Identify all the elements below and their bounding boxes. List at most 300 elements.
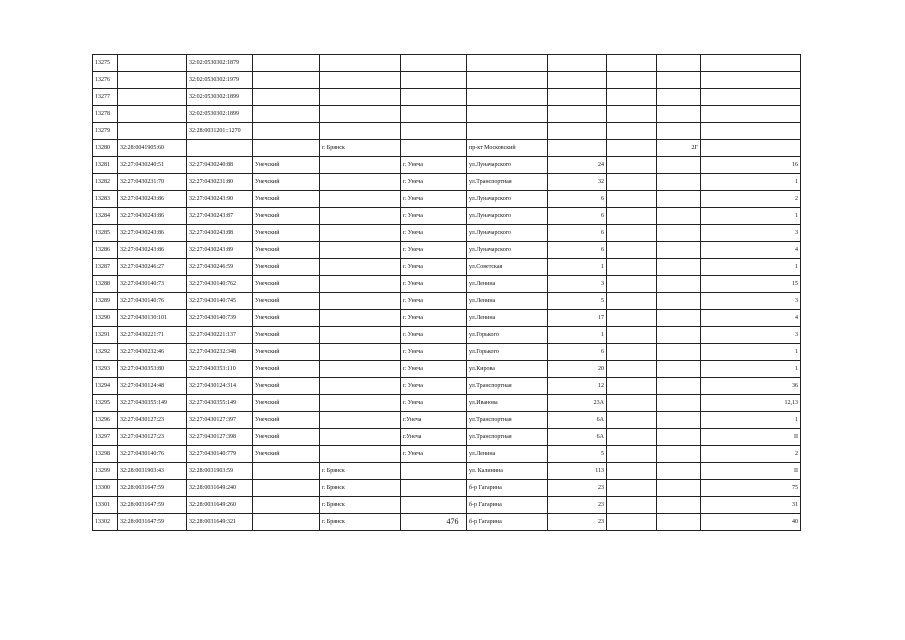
cell-street (467, 106, 548, 123)
cell-cadastral-number (118, 55, 187, 72)
cell-city: г. Брянск (320, 480, 401, 497)
cell-house: 5 (548, 446, 607, 463)
cell-row-number: 13289 (93, 293, 118, 310)
cell-street: б-р Гагарина (467, 497, 548, 514)
cell-object-cadastral-number: 32:27:0430355:149 (187, 395, 253, 412)
cell-town: г. Унеча (401, 446, 467, 463)
cell-street: ул.Транспортная (467, 174, 548, 191)
table-row (93, 259, 801, 276)
cell-town: г. Унеча (401, 395, 467, 412)
cell-street: ул.Горького (467, 344, 548, 361)
cell-town (401, 89, 467, 106)
cell-town (401, 497, 467, 514)
cell-house: 113 (548, 463, 607, 480)
cell-street: пр-кт Московский (467, 140, 548, 157)
cell-apartment: II (701, 429, 801, 446)
cell-building (607, 225, 657, 242)
cell-district: Унечский (253, 429, 320, 446)
cell-town (401, 123, 467, 140)
cell-city: г. Брянск (320, 497, 401, 514)
cell-building (607, 72, 657, 89)
cell-block (657, 293, 701, 310)
cell-block (657, 361, 701, 378)
cell-building (607, 140, 657, 157)
cell-street: ул. Калинина (467, 463, 548, 480)
table-row (93, 140, 801, 157)
cell-object-cadastral-number: 32:28:0031903:59 (187, 463, 253, 480)
table-row (93, 225, 801, 242)
cell-row-number: 13291 (93, 327, 118, 344)
cell-row-number: 13278 (93, 106, 118, 123)
cell-city (320, 259, 401, 276)
cell-town: г. Унеча (401, 225, 467, 242)
table-row (93, 344, 801, 361)
cell-street (467, 89, 548, 106)
cell-building (607, 446, 657, 463)
cell-district: Унечский (253, 327, 320, 344)
cell-cadastral-number (118, 123, 187, 140)
cell-district: Унечский (253, 157, 320, 174)
cell-district (253, 72, 320, 89)
cell-block (657, 55, 701, 72)
cell-house (548, 140, 607, 157)
cell-house: 6А (548, 429, 607, 446)
cell-house: 6А (548, 412, 607, 429)
cell-city (320, 446, 401, 463)
cell-row-number: 13297 (93, 429, 118, 446)
cell-apartment: 2 (701, 191, 801, 208)
cell-cadastral-number: 32:27:0430130:101 (118, 310, 187, 327)
cell-object-cadastral-number: 32:27:0430221:137 (187, 327, 253, 344)
cell-district (253, 463, 320, 480)
cell-apartment: 1 (701, 174, 801, 191)
cell-street (467, 123, 548, 140)
cell-cadastral-number (118, 72, 187, 89)
cell-block: 2Г (657, 140, 701, 157)
cell-town: г. Унеча (401, 310, 467, 327)
cell-district: Унечский (253, 378, 320, 395)
cell-cadastral-number: 32:27:0430140:76 (118, 446, 187, 463)
cell-apartment: 16 (701, 157, 801, 174)
cell-row-number: 13302 (93, 514, 118, 531)
cell-district: Унечский (253, 242, 320, 259)
cell-object-cadastral-number: 32:27:0430124:314 (187, 378, 253, 395)
cell-object-cadastral-number: 32:28:0031649:240 (187, 480, 253, 497)
cell-block (657, 106, 701, 123)
table-row (93, 412, 801, 429)
cell-cadastral-number: 32:27:0430243:86 (118, 225, 187, 242)
cell-cadastral-number: 32:27:0430243:86 (118, 242, 187, 259)
cell-district: Унечский (253, 191, 320, 208)
cell-city (320, 327, 401, 344)
cell-house: 6 (548, 242, 607, 259)
cell-object-cadastral-number: 32:27:0430353:110 (187, 361, 253, 378)
cell-city (320, 123, 401, 140)
cell-building (607, 361, 657, 378)
cell-building (607, 276, 657, 293)
cell-street: б-р Гагарина (467, 480, 548, 497)
cell-building (607, 378, 657, 395)
cell-row-number: 13301 (93, 497, 118, 514)
cell-city (320, 191, 401, 208)
cell-house: 6 (548, 191, 607, 208)
cell-object-cadastral-number: 32:27:0430243:88 (187, 225, 253, 242)
cell-district: Унечский (253, 293, 320, 310)
cell-house: 6 (548, 344, 607, 361)
cell-cadastral-number: 32:28:0041905:60 (118, 140, 187, 157)
cell-town: г. Унеча (401, 276, 467, 293)
cell-cadastral-number: 32:27:0430232:46 (118, 344, 187, 361)
table-row (93, 276, 801, 293)
cell-city (320, 378, 401, 395)
cell-town: г. Унеча (401, 191, 467, 208)
cell-apartment: 1 (701, 344, 801, 361)
cell-apartment: 1 (701, 412, 801, 429)
cell-apartment: 1 (701, 259, 801, 276)
cell-city (320, 361, 401, 378)
cell-town: г. Унеча (401, 293, 467, 310)
cell-street: ул.Транспортная (467, 378, 548, 395)
cell-row-number: 13290 (93, 310, 118, 327)
cell-block (657, 157, 701, 174)
cell-object-cadastral-number: 32:27:0430127:397 (187, 412, 253, 429)
cell-city (320, 208, 401, 225)
cell-object-cadastral-number: 32:28:0031201::1270 (187, 123, 253, 140)
cell-row-number: 13276 (93, 72, 118, 89)
cell-town: г. Унеча (401, 378, 467, 395)
cell-street: ул.Транспортная (467, 412, 548, 429)
cell-object-cadastral-number: 32:27:0430140:779 (187, 446, 253, 463)
cell-cadastral-number: 32:27:0430221:71 (118, 327, 187, 344)
table-row (93, 497, 801, 514)
cell-object-cadastral-number: 32:27:0430231:80 (187, 174, 253, 191)
cell-city (320, 225, 401, 242)
cell-apartment: 31 (701, 497, 801, 514)
cell-street (467, 72, 548, 89)
cell-city (320, 174, 401, 191)
cell-row-number: 13288 (93, 276, 118, 293)
cell-city (320, 344, 401, 361)
cell-city (320, 276, 401, 293)
cell-block (657, 225, 701, 242)
cell-house: 23 (548, 480, 607, 497)
cell-row-number: 13277 (93, 89, 118, 106)
cell-house: 24 (548, 157, 607, 174)
cell-cadastral-number: 32:27:0430243:86 (118, 191, 187, 208)
cell-house: 3 (548, 276, 607, 293)
cell-row-number: 13283 (93, 191, 118, 208)
cell-block (657, 72, 701, 89)
cell-object-cadastral-number: 32:27:0430243:89 (187, 242, 253, 259)
cell-district: Унечский (253, 344, 320, 361)
table-row (93, 157, 801, 174)
cell-district (253, 480, 320, 497)
cell-town (401, 55, 467, 72)
cell-block (657, 259, 701, 276)
cell-apartment: 4 (701, 242, 801, 259)
cell-street (467, 55, 548, 72)
cell-object-cadastral-number: 32:02:0530302:1879 (187, 55, 253, 72)
cell-apartment: 36 (701, 378, 801, 395)
cell-block (657, 174, 701, 191)
cell-cadastral-number: 32:27:0430353:80 (118, 361, 187, 378)
cell-row-number: 13287 (93, 259, 118, 276)
cell-row-number: 13296 (93, 412, 118, 429)
cell-building (607, 55, 657, 72)
cell-block (657, 310, 701, 327)
cell-city (320, 310, 401, 327)
cell-city (320, 293, 401, 310)
cell-apartment (701, 106, 801, 123)
register-table (92, 54, 801, 531)
cell-district (253, 106, 320, 123)
cell-house: 17 (548, 310, 607, 327)
cell-apartment (701, 89, 801, 106)
cell-street: ул.Советская (467, 259, 548, 276)
cell-street: ул.Ленина (467, 293, 548, 310)
cell-apartment (701, 72, 801, 89)
cell-city (320, 89, 401, 106)
cell-house: 20 (548, 361, 607, 378)
cell-town: г. Унеча (401, 242, 467, 259)
cell-town (401, 140, 467, 157)
cell-apartment: 40 (701, 514, 801, 531)
cell-street: ул.Луначарского (467, 208, 548, 225)
table-row (93, 293, 801, 310)
cell-district: Унечский (253, 174, 320, 191)
cell-building (607, 191, 657, 208)
cell-object-cadastral-number: 32:27:0430240:88 (187, 157, 253, 174)
cell-house: 1 (548, 259, 607, 276)
cell-district: Унечский (253, 276, 320, 293)
cell-street: ул.Транспортная (467, 429, 548, 446)
cell-cadastral-number: 32:27:0430240:51 (118, 157, 187, 174)
cell-object-cadastral-number: 32:27:0430232:348 (187, 344, 253, 361)
cell-cadastral-number: 32:28:0031647:59 (118, 497, 187, 514)
cell-object-cadastral-number: 32:28:0031649:260 (187, 497, 253, 514)
cell-building (607, 259, 657, 276)
cell-building (607, 106, 657, 123)
cell-object-cadastral-number (187, 140, 253, 157)
cell-house: 23А (548, 395, 607, 412)
cell-object-cadastral-number: 32:27:0430243:90 (187, 191, 253, 208)
cell-building (607, 429, 657, 446)
cell-house: 12 (548, 378, 607, 395)
cell-block (657, 395, 701, 412)
table-row (93, 361, 801, 378)
table-row (93, 106, 801, 123)
table-row (93, 327, 801, 344)
cell-row-number: 13294 (93, 378, 118, 395)
cell-row-number: 13280 (93, 140, 118, 157)
cell-row-number: 13275 (93, 55, 118, 72)
cell-street: ул.Ленина (467, 276, 548, 293)
cell-town: г. Унеча (401, 327, 467, 344)
cell-district: Унечский (253, 412, 320, 429)
cell-block (657, 497, 701, 514)
cell-object-cadastral-number: 32:28:0031649:321 (187, 514, 253, 531)
page-number: 476 (446, 517, 459, 526)
cell-city: г. Брянск (320, 140, 401, 157)
cell-block (657, 276, 701, 293)
cell-cadastral-number: 32:27:0430355:149 (118, 395, 187, 412)
cell-block (657, 208, 701, 225)
cell-building (607, 293, 657, 310)
cell-district (253, 123, 320, 140)
cell-building (607, 463, 657, 480)
cell-object-cadastral-number: 32:27:0430140:745 (187, 293, 253, 310)
cell-city (320, 55, 401, 72)
cell-cadastral-number: 32:27:0430127:23 (118, 412, 187, 429)
table-row (93, 463, 801, 480)
cell-apartment (701, 140, 801, 157)
cell-cadastral-number: 32:27:0430246:27 (118, 259, 187, 276)
cell-house: 6 (548, 208, 607, 225)
table-row (93, 446, 801, 463)
cell-row-number: 13299 (93, 463, 118, 480)
cell-building (607, 395, 657, 412)
cell-object-cadastral-number: 32:27:0430246:59 (187, 259, 253, 276)
cell-district (253, 55, 320, 72)
cell-apartment: 12,13 (701, 395, 801, 412)
cell-town (401, 106, 467, 123)
cell-district (253, 89, 320, 106)
cell-apartment: 4 (701, 310, 801, 327)
cell-town: г. Унеча (401, 157, 467, 174)
cell-district (253, 140, 320, 157)
cell-block (657, 242, 701, 259)
cell-building (607, 157, 657, 174)
cell-apartment: 3 (701, 327, 801, 344)
cell-row-number: 13279 (93, 123, 118, 140)
cell-city (320, 157, 401, 174)
cell-house: 5 (548, 293, 607, 310)
table-row (93, 72, 801, 89)
cell-block (657, 327, 701, 344)
cell-building (607, 412, 657, 429)
cell-house (548, 72, 607, 89)
cell-building (607, 497, 657, 514)
cell-cadastral-number: 32:27:0430127:23 (118, 429, 187, 446)
cell-building (607, 310, 657, 327)
cell-row-number: 13298 (93, 446, 118, 463)
cell-town (401, 480, 467, 497)
cell-street: ул.Луначарского (467, 225, 548, 242)
cell-town (401, 72, 467, 89)
cell-object-cadastral-number: 32:27:0430140:762 (187, 276, 253, 293)
cell-row-number: 13295 (93, 395, 118, 412)
cell-building (607, 89, 657, 106)
cell-row-number: 13282 (93, 174, 118, 191)
cell-district: Унечский (253, 208, 320, 225)
cell-apartment: 1 (701, 361, 801, 378)
cell-street: ул.Ленина (467, 310, 548, 327)
cell-building (607, 123, 657, 140)
table-row (93, 191, 801, 208)
cell-block (657, 412, 701, 429)
cell-street: б-р Гагарина (467, 514, 548, 531)
cell-house (548, 89, 607, 106)
cell-house (548, 123, 607, 140)
cell-street: ул.Кирова (467, 361, 548, 378)
cell-cadastral-number: 32:28:0031647:59 (118, 514, 187, 531)
cell-cadastral-number (118, 106, 187, 123)
cell-house: 23 (548, 514, 607, 531)
cell-row-number: 13300 (93, 480, 118, 497)
cell-house: 23 (548, 497, 607, 514)
cell-object-cadastral-number: 32:02:0530302:1899 (187, 106, 253, 123)
cell-town: г. Унеча (401, 174, 467, 191)
cell-apartment (701, 123, 801, 140)
table-row (93, 174, 801, 191)
cell-street: ул.Иванова (467, 395, 548, 412)
cell-cadastral-number: 32:27:0430243:86 (118, 208, 187, 225)
cell-building (607, 327, 657, 344)
cell-town: г.Унеча (401, 412, 467, 429)
cell-row-number: 13285 (93, 225, 118, 242)
cell-cadastral-number: 32:27:0430124:48 (118, 378, 187, 395)
cell-object-cadastral-number: 32:02:0530302:1899 (187, 89, 253, 106)
cell-house (548, 55, 607, 72)
cell-city (320, 395, 401, 412)
table-row (93, 310, 801, 327)
cell-building (607, 242, 657, 259)
cell-cadastral-number: 32:27:0430231:70 (118, 174, 187, 191)
cell-city: г. Брянск (320, 514, 401, 531)
cell-object-cadastral-number: 32:02:0530302:1979 (187, 72, 253, 89)
table-row (93, 89, 801, 106)
table-row (93, 480, 801, 497)
cell-district: Унечский (253, 361, 320, 378)
cell-town: г. Унеча (401, 259, 467, 276)
cell-house: 6 (548, 225, 607, 242)
cell-building (607, 174, 657, 191)
cell-town: г. Унеча (401, 344, 467, 361)
cell-object-cadastral-number: 32:27:0430127:398 (187, 429, 253, 446)
table-row (93, 208, 801, 225)
cell-block (657, 123, 701, 140)
cell-town (401, 463, 467, 480)
cell-apartment: 75 (701, 480, 801, 497)
cell-block (657, 463, 701, 480)
cell-city (320, 242, 401, 259)
table-row (93, 55, 801, 72)
cell-city (320, 412, 401, 429)
cell-object-cadastral-number: 32:27:0430243:87 (187, 208, 253, 225)
cell-block (657, 446, 701, 463)
cell-building (607, 208, 657, 225)
cell-city: г. Брянск (320, 463, 401, 480)
cell-house: 32 (548, 174, 607, 191)
cell-row-number: 13293 (93, 361, 118, 378)
cell-cadastral-number: 32:28:0031647:59 (118, 480, 187, 497)
cell-row-number: 13292 (93, 344, 118, 361)
cell-street: ул.Ленина (467, 446, 548, 463)
cell-district: Унечский (253, 395, 320, 412)
cell-house (548, 106, 607, 123)
cell-block (657, 480, 701, 497)
cell-street: ул.Луначарского (467, 242, 548, 259)
cell-town: г. Унеча (401, 361, 467, 378)
cell-city (320, 106, 401, 123)
cell-apartment: 15 (701, 276, 801, 293)
cell-block (657, 89, 701, 106)
cell-block (657, 344, 701, 361)
cell-cadastral-number: 32:27:0430140:73 (118, 276, 187, 293)
table-row (93, 242, 801, 259)
cell-cadastral-number (118, 89, 187, 106)
table-row (93, 123, 801, 140)
